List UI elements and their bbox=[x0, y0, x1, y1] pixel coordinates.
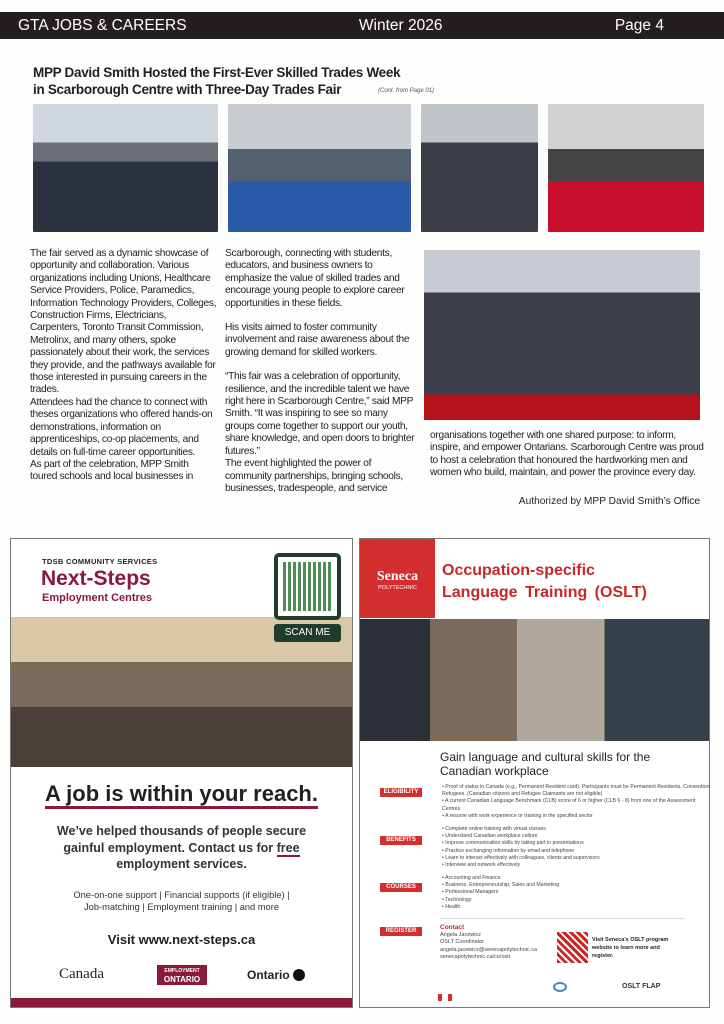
ad-body bbox=[36, 823, 327, 873]
list-item: • Business, Entrepreneurship, Sales and Marketing bbox=[442, 882, 712, 889]
body-text: We’ve helped thousands of people secure gainful employment. Contact us for bbox=[56, 824, 307, 855]
canada-logo: Canada bbox=[59, 966, 104, 982]
divider bbox=[440, 918, 685, 919]
title-line: Language Training (OSLT) bbox=[442, 584, 647, 601]
article-column-2 bbox=[225, 248, 419, 495]
courses-list bbox=[442, 875, 712, 911]
headline-text: A job is within your reach. bbox=[45, 781, 318, 809]
paragraph: Scarborough, connecting with students, educators, and business owners to emphasize the value of skilled trades and encourage young people to explore career opportunities in these fields. bbox=[225, 248, 405, 309]
article-title bbox=[33, 64, 400, 98]
label-courses: COURSES bbox=[380, 883, 422, 892]
contact-email[interactable]: angela.jacewicz@senecapolytechnic.ca bbox=[440, 946, 537, 953]
list-item: • Professional Managers bbox=[442, 889, 712, 896]
ad-title bbox=[442, 560, 647, 604]
ad-tagline: Gain language and cultural skills for the Canadian workplace bbox=[440, 750, 651, 778]
logo-text: Ontario bbox=[247, 968, 290, 982]
page-number: Page 4 bbox=[614, 16, 664, 34]
contact-name: Angela Jacewicz bbox=[440, 931, 481, 938]
paragraph: The fair served as a dynamic showcase of opportunity and collaboration. Various organizations including Unions, Healthcare Service Providers, Police, Paramedics, Information Technology Providers, Colleges, Construction Firms, Electricians, Carpenters, Toronto Transit Commission, Metrolinx, and many others, spoke passionately about their work, the services they provide, and the pathways available for those interested in pursuing careers in the trades. bbox=[30, 248, 217, 396]
canada-flag-icon bbox=[438, 994, 452, 1001]
list-item: • Proof of status in Canada (e.g., Permanent Resident card). Participants must be Permanent Residents, Convention Refugees. (Canadian citizens and Refugee Claimants are not eligible) bbox=[442, 784, 712, 798]
qr-caption: Visit Seneca’s OSLT program website to learn more and register. bbox=[592, 937, 669, 959]
continued-note: (Cont. from Page 01) bbox=[378, 88, 435, 94]
ad-brand: Next-Steps bbox=[41, 567, 151, 590]
seneca-ad bbox=[359, 538, 710, 1008]
article-column-3: organisations together with one shared purpose: to inform, inspire, and empower Ontarians. Scarborough Centre was proud to host a celebration that honoured the hardworking men and women who build, maintain, and power the province every day. bbox=[430, 430, 704, 479]
publication-name: GTA JOBS & CAREERS bbox=[18, 16, 187, 34]
list-item: • Learn to interact effectively with colleagues, clients and supervisors bbox=[442, 855, 712, 862]
photo-booth bbox=[228, 104, 411, 232]
article-column-1 bbox=[30, 248, 218, 484]
scan-me-label: SCAN ME bbox=[274, 624, 341, 642]
contact-block bbox=[440, 924, 552, 962]
oslt-flap-logo: OSLT FLAP bbox=[622, 983, 661, 990]
paragraph: “This fair was a celebration of opportunity, resilience, and the incredible talent we have right here in Scarborough Centre,” said MPP Smith. “It was inspiring to see so many groups come together to support our youth, share knowledge, and open doors to brighter futures.” bbox=[225, 371, 415, 457]
list-item: • Technology bbox=[442, 897, 712, 904]
photo-students bbox=[33, 104, 218, 232]
paragraph: His visits aimed to foster community involvement and raise awareness about the growing demand for skilled workers. bbox=[225, 322, 410, 358]
next-steps-ad bbox=[10, 538, 353, 1008]
list-item: • Health bbox=[442, 904, 712, 911]
label-benefits: BENEFITS bbox=[380, 836, 422, 845]
logo-text: Seneca bbox=[376, 569, 419, 584]
logo-text: POLYTECHNIC bbox=[378, 585, 417, 591]
photo-visitors bbox=[421, 104, 538, 232]
services-line: Job-matching | Employment training | and more bbox=[84, 902, 279, 912]
ad-brand-sub: Employment Centres bbox=[42, 592, 153, 604]
ad-headline bbox=[11, 781, 352, 807]
eligibility-list bbox=[442, 784, 712, 820]
services-line: One-on-one support | Financial supports (if eligible) | bbox=[73, 890, 290, 900]
title-line: in Scarborough Centre with Three-Day Trades Fair bbox=[33, 82, 342, 97]
ad-kicker: TDSB COMMUNITY SERVICES bbox=[42, 557, 158, 566]
paragraph: Attendees had the chance to connect with theses organizations who offered hands-on demonstrations, information on apprenticeships, co-op placements, and details on full-time career opportunities. bbox=[30, 396, 213, 458]
list-item: • Practice exchanging information by email and telephone bbox=[442, 848, 712, 855]
issue-date: Winter 2026 bbox=[358, 16, 443, 34]
colleges-logo bbox=[553, 982, 567, 992]
qr-code[interactable] bbox=[274, 553, 341, 620]
trillium-icon bbox=[293, 969, 305, 981]
logo-text: EMPLOYMENT bbox=[164, 968, 200, 974]
list-item: • Interview and network effectively bbox=[442, 862, 712, 869]
contact-role: OSLT Coordinator bbox=[440, 939, 485, 945]
contact-url[interactable]: senecapolytechnic.ca/ce/oslt bbox=[440, 954, 511, 960]
body-free: free bbox=[276, 840, 300, 855]
photo-group bbox=[424, 250, 700, 420]
employment-ontario-logo bbox=[157, 965, 207, 985]
list-item: • Improve communication skills by taking part in presentations bbox=[442, 840, 712, 847]
ad-website[interactable]: Visit www.next-steps.ca bbox=[107, 932, 256, 947]
benefits-list bbox=[442, 826, 712, 869]
ad-services bbox=[11, 889, 352, 913]
footer-bar bbox=[11, 998, 352, 1007]
logo-text: ONTARIO bbox=[163, 975, 201, 984]
title-line: MPP David Smith Hosted the First-Ever Skilled Trades Week bbox=[33, 65, 401, 80]
paragraph: As part of the celebration, MPP Smith toured schools and local businesses in bbox=[30, 458, 194, 483]
photo-students bbox=[360, 619, 709, 741]
list-item: • Accounting and Finance bbox=[442, 875, 712, 882]
list-item: • A resume with work experience or training in the specified sector bbox=[442, 813, 712, 820]
seneca-logo bbox=[360, 539, 435, 618]
page-header bbox=[0, 12, 724, 39]
label-register: REGISTER bbox=[380, 927, 422, 936]
list-item: • Complete online training with virtual classes bbox=[442, 826, 712, 833]
ontario-logo bbox=[247, 968, 305, 982]
authorization-note: Authorized by MPP David Smith’s Office bbox=[518, 496, 700, 507]
list-item: • Understand Canadian workplace culture bbox=[442, 833, 712, 840]
list-item: • A current Canadian Language Benchmark (CLB) score of 6 or higher (CLB 6 - 8) from one of the Assessment Centres bbox=[442, 798, 712, 812]
seneca-qr-code[interactable] bbox=[557, 932, 588, 963]
paragraph: The event highlighted the power of community partnerships, bringing schools, businesses, tradespeople, and service bbox=[225, 458, 403, 494]
title-line: Occupation-specific bbox=[442, 562, 595, 579]
photo-table bbox=[548, 104, 704, 232]
contact-label: Contact bbox=[440, 924, 465, 931]
label-eligibility: ELIGIBILITY bbox=[380, 788, 422, 797]
body-text: employment services. bbox=[116, 857, 247, 871]
